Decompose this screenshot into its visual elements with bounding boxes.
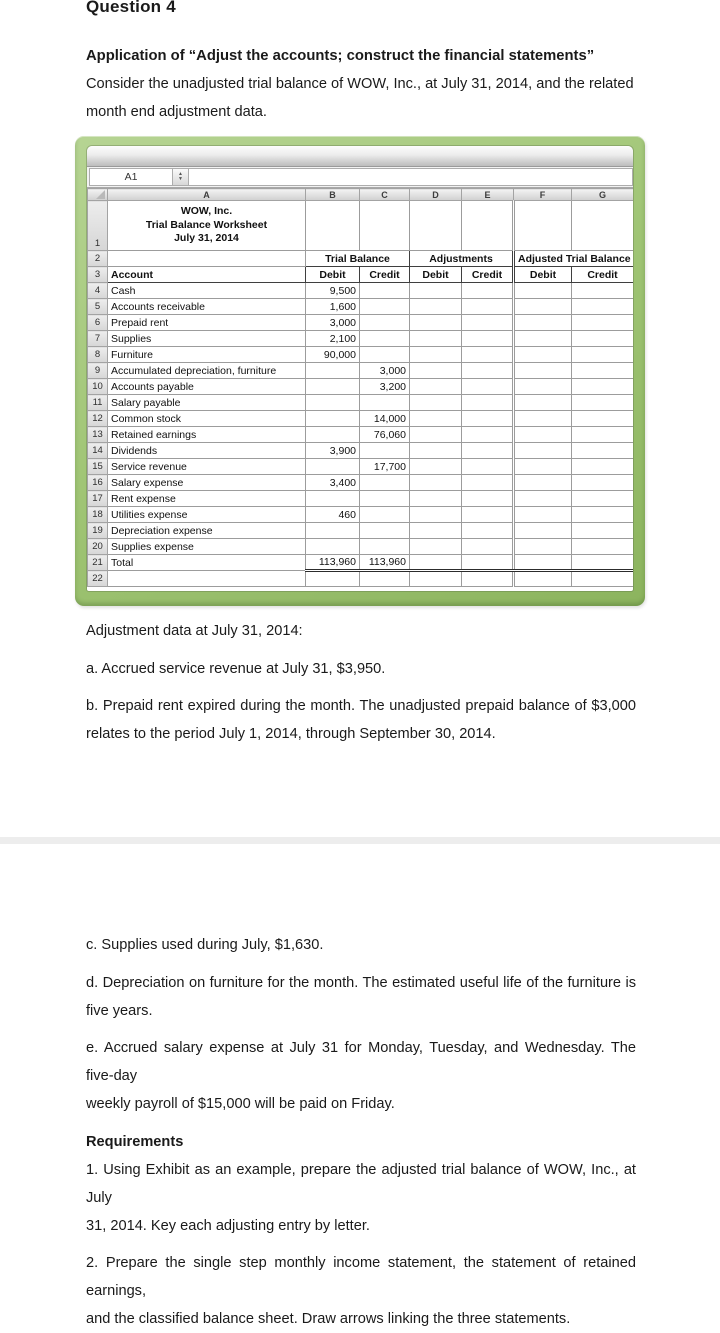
cell-account: Salary expense [108, 475, 306, 491]
cell-adjusted-trial-balance-credit [572, 555, 634, 571]
requirement-1 [86, 1156, 636, 1240]
cell-trial-balance-credit: 113,960 [360, 555, 410, 571]
row-number: 9 [88, 363, 108, 379]
grid-row [88, 411, 634, 427]
column-header: D [410, 189, 462, 201]
cell-adjusted-trial-balance-debit [514, 299, 572, 315]
worksheet-title-cell [108, 201, 306, 251]
cell-trial-balance-credit [360, 315, 410, 331]
cell-reference-stepper [173, 168, 189, 186]
cell-adjusted-trial-balance-debit [514, 475, 572, 491]
cell-adjusted-trial-balance-credit [572, 475, 634, 491]
grid-row [88, 443, 634, 459]
paragraph-line: e. Accrued salary expense at July 31 for Monday, Tuesday, and Wednesday. The five-day [86, 1040, 636, 1084]
cell-adjusted-trial-balance-debit [514, 491, 572, 507]
question-title: Question 4 [86, 0, 176, 16]
cell-account: Cash [108, 283, 306, 299]
cell-account: Service revenue [108, 459, 306, 475]
subheader-row [88, 267, 634, 283]
adjustment-item-d [86, 969, 636, 1025]
cell-adjustments-debit [410, 363, 462, 379]
cell-adjusted-trial-balance-credit [572, 411, 634, 427]
row-number: 10 [88, 379, 108, 395]
empty-cell [514, 201, 572, 251]
paragraph-line: a. Accrued service revenue at July 31, $3,950. [86, 661, 386, 677]
cell-adjusted-trial-balance-credit [572, 571, 634, 587]
section-header-adjustments: Adjustments [410, 251, 514, 267]
stepper-up-icon: ▲ [178, 171, 183, 177]
paragraph-line: 31, 2014. Key each adjusting entry by letter. [86, 1218, 370, 1234]
cell-trial-balance-credit [360, 395, 410, 411]
cell-trial-balance-debit [306, 395, 360, 411]
cell-trial-balance-credit [360, 299, 410, 315]
column-header: G [572, 189, 634, 201]
row-number: 22 [88, 571, 108, 587]
cell-adjusted-trial-balance-credit [572, 507, 634, 523]
grid-row [88, 299, 634, 315]
cell-adjustments-debit [410, 411, 462, 427]
cell-account: Utilities expense [108, 507, 306, 523]
cell-adjusted-trial-balance-credit [572, 315, 634, 331]
cell-trial-balance-credit [360, 491, 410, 507]
row-number: 12 [88, 411, 108, 427]
cell-adjusted-trial-balance-credit [572, 539, 634, 555]
paragraph-line: b. Prepaid rent expired during the month. The unadjusted prepaid balance of $3,000 [86, 698, 636, 714]
cell-adjusted-trial-balance-credit [572, 491, 634, 507]
row-number: 7 [88, 331, 108, 347]
spreadsheet-screenshot-frame [75, 136, 645, 606]
cell-adjustments-credit [462, 523, 514, 539]
cell-adjustments-credit [462, 411, 514, 427]
cell-trial-balance-credit [360, 331, 410, 347]
grid-row [88, 395, 634, 411]
cell-reference-box: A1 [89, 168, 173, 186]
paragraph-line: 2. Prepare the single step monthly income statement, the statement of retained earnings, [86, 1255, 636, 1299]
column-header: E [462, 189, 514, 201]
cell-adjusted-trial-balance-debit [514, 459, 572, 475]
paragraph-line: 1. Using Exhibit as an example, prepare the adjusted trial balance of WOW, Inc., at July [86, 1162, 636, 1206]
row-number: 8 [88, 347, 108, 363]
empty-cell [410, 201, 462, 251]
cell-adjusted-trial-balance-credit [572, 443, 634, 459]
adjustment-item-b [86, 692, 636, 748]
cell-trial-balance-credit: 3,000 [360, 363, 410, 379]
debit-header: Debit [514, 267, 572, 283]
cell-adjustments-credit [462, 507, 514, 523]
cell-trial-balance-debit: 90,000 [306, 347, 360, 363]
cell-adjusted-trial-balance-credit [572, 395, 634, 411]
grid-row [88, 475, 634, 491]
cell-account [108, 571, 306, 587]
cell-adjusted-trial-balance-debit [514, 395, 572, 411]
grid-row [88, 331, 634, 347]
row-number: 11 [88, 395, 108, 411]
cell-trial-balance-debit [306, 363, 360, 379]
empty-cell [108, 251, 306, 267]
spreadsheet-titlebar [87, 146, 633, 167]
cell-account: Supplies expense [108, 539, 306, 555]
paragraph-line: c. Supplies used during July, $1,630. [86, 937, 324, 953]
empty-cell [462, 201, 514, 251]
adjustment-item-e [86, 1034, 636, 1118]
requirement-2 [86, 1249, 636, 1333]
cell-adjusted-trial-balance-credit [572, 523, 634, 539]
grid-row [88, 507, 634, 523]
cell-trial-balance-credit [360, 443, 410, 459]
grid-row [88, 491, 634, 507]
worksheet-date: July 31, 2014 [174, 232, 239, 245]
cell-trial-balance-credit: 14,000 [360, 411, 410, 427]
cell-adjusted-trial-balance-credit [572, 331, 634, 347]
row-number: 20 [88, 539, 108, 555]
cell-trial-balance-credit [360, 571, 410, 587]
row-number: 4 [88, 283, 108, 299]
cell-adjustments-credit [462, 571, 514, 587]
cell-trial-balance-debit: 2,100 [306, 331, 360, 347]
cell-account: Prepaid rent [108, 315, 306, 331]
formula-bar [189, 168, 633, 186]
cell-adjustments-debit [410, 427, 462, 443]
cell-account: Common stock [108, 411, 306, 427]
cell-adjustments-debit [410, 299, 462, 315]
paragraph-line: relates to the period July 1, 2014, through September 30, 2014. [86, 726, 496, 742]
grid-row [88, 571, 634, 587]
cell-adjustments-credit [462, 443, 514, 459]
cell-trial-balance-credit [360, 283, 410, 299]
formula-row [87, 167, 633, 188]
cell-adjustments-credit [462, 299, 514, 315]
cell-adjustments-debit [410, 507, 462, 523]
cell-adjustments-debit [410, 315, 462, 331]
cell-trial-balance-credit [360, 539, 410, 555]
cell-adjustments-credit [462, 331, 514, 347]
row-number: 15 [88, 459, 108, 475]
spreadsheet-window [87, 146, 633, 591]
cell-adjusted-trial-balance-debit [514, 315, 572, 331]
grid-body [88, 283, 634, 587]
paragraph-line: five years. [86, 1003, 153, 1019]
paragraph-line: Consider the unadjusted trial balance of WOW, Inc., at July 31, 2014, and the related [86, 76, 634, 92]
cell-trial-balance-debit: 3,400 [306, 475, 360, 491]
cell-adjusted-trial-balance-debit [514, 539, 572, 555]
application-heading: Application of “Adjust the accounts; construct the financial statements” [86, 48, 595, 64]
grid-row [88, 363, 634, 379]
cell-trial-balance-credit: 17,700 [360, 459, 410, 475]
paragraph-line: and the classified balance sheet. Draw arrows linking the three statements. [86, 1311, 571, 1327]
paragraph-line: weekly payroll of $15,000 will be paid on Friday. [86, 1096, 395, 1112]
cell-adjustments-debit [410, 539, 462, 555]
cell-adjusted-trial-balance-debit [514, 379, 572, 395]
cell-adjustments-debit [410, 491, 462, 507]
cell-adjustments-debit [410, 395, 462, 411]
cell-trial-balance-debit: 113,960 [306, 555, 360, 571]
cell-account: Retained earnings [108, 427, 306, 443]
cell-trial-balance-credit [360, 475, 410, 491]
cell-account: Depreciation expense [108, 523, 306, 539]
cell-adjustments-credit [462, 379, 514, 395]
row-number: 6 [88, 315, 108, 331]
empty-cell [572, 201, 634, 251]
cell-adjusted-trial-balance-credit [572, 347, 634, 363]
grid-row [88, 315, 634, 331]
cell-trial-balance-credit: 3,200 [360, 379, 410, 395]
row-number: 1 [88, 201, 108, 251]
credit-header: Credit [462, 267, 514, 283]
cell-trial-balance-debit: 3,000 [306, 315, 360, 331]
section-header-trial-balance: Trial Balance [306, 251, 410, 267]
requirements-heading: Requirements [86, 1134, 184, 1150]
grid-row-total [88, 555, 634, 571]
grid-row [88, 427, 634, 443]
cell-adjustments-debit [410, 555, 462, 571]
cell-adjusted-trial-balance-debit [514, 555, 572, 571]
cell-adjustments-credit [462, 315, 514, 331]
cell-adjusted-trial-balance-credit [572, 299, 634, 315]
cell-adjustments-debit [410, 347, 462, 363]
grid-row [88, 523, 634, 539]
credit-header: Credit [572, 267, 634, 283]
cell-account: Accounts receivable [108, 299, 306, 315]
cell-adjusted-trial-balance-credit [572, 363, 634, 379]
cell-adjustments-debit [410, 443, 462, 459]
cell-adjustments-credit [462, 347, 514, 363]
grid-row [88, 379, 634, 395]
row-number: 14 [88, 443, 108, 459]
grid-row [88, 283, 634, 299]
cell-account: Furniture [108, 347, 306, 363]
cell-adjusted-trial-balance-debit [514, 411, 572, 427]
cell-trial-balance-credit [360, 347, 410, 363]
cell-adjustments-credit [462, 475, 514, 491]
cell-trial-balance-debit: 1,600 [306, 299, 360, 315]
cell-adjustments-debit [410, 331, 462, 347]
cell-account: Total [108, 555, 306, 571]
credit-header: Credit [360, 267, 410, 283]
cell-adjustments-debit [410, 459, 462, 475]
adjustment-item-c [86, 931, 636, 959]
column-header: A [108, 189, 306, 201]
cell-adjusted-trial-balance-debit [514, 331, 572, 347]
row-number: 3 [88, 267, 108, 283]
paragraph-line: d. Depreciation on furniture for the month. The estimated useful life of the furniture is [86, 975, 636, 991]
cell-adjusted-trial-balance-credit [572, 379, 634, 395]
cell-adjusted-trial-balance-credit [572, 283, 634, 299]
cell-adjusted-trial-balance-credit [572, 427, 634, 443]
cell-account: Supplies [108, 331, 306, 347]
intro-paragraph [86, 70, 636, 126]
cell-adjusted-trial-balance-credit [572, 459, 634, 475]
section-header-adjusted-trial-balance: Adjusted Trial Balance [514, 251, 634, 267]
cell-trial-balance-debit [306, 539, 360, 555]
cell-trial-balance-debit: 9,500 [306, 283, 360, 299]
grid-row [88, 347, 634, 363]
cell-adjusted-trial-balance-debit [514, 571, 572, 587]
cell-trial-balance-credit: 76,060 [360, 427, 410, 443]
stepper-down-icon: ▼ [178, 176, 183, 182]
cell-account: Rent expense [108, 491, 306, 507]
cell-trial-balance-debit [306, 411, 360, 427]
adjustment-item-a [86, 655, 636, 683]
cell-adjustments-credit [462, 427, 514, 443]
cell-adjustments-debit [410, 571, 462, 587]
column-header: F [514, 189, 572, 201]
adjustment-data-heading: Adjustment data at July 31, 2014: [86, 623, 303, 639]
row-number: 2 [88, 251, 108, 267]
cell-adjustments-credit [462, 395, 514, 411]
select-all-corner [88, 189, 108, 201]
section-header-row [88, 251, 634, 267]
row-number: 21 [88, 555, 108, 571]
cell-adjustments-debit [410, 283, 462, 299]
cell-adjustments-credit [462, 555, 514, 571]
cell-adjusted-trial-balance-debit [514, 507, 572, 523]
cell-adjustments-debit [410, 523, 462, 539]
cell-adjustments-debit [410, 475, 462, 491]
row-number: 16 [88, 475, 108, 491]
cell-trial-balance-debit [306, 523, 360, 539]
cell-adjustments-credit [462, 539, 514, 555]
cell-account: Salary payable [108, 395, 306, 411]
cell-trial-balance-debit [306, 571, 360, 587]
grid-row [88, 539, 634, 555]
cell-adjustments-credit [462, 459, 514, 475]
column-header: B [306, 189, 360, 201]
paragraph-line: month end adjustment data. [86, 104, 267, 120]
cell-adjusted-trial-balance-debit [514, 427, 572, 443]
page-separator-band [0, 837, 720, 844]
column-header: C [360, 189, 410, 201]
column-header-row [88, 189, 634, 201]
cell-adjustments-credit [462, 283, 514, 299]
row-number: 5 [88, 299, 108, 315]
debit-header: Debit [306, 267, 360, 283]
cell-trial-balance-credit [360, 523, 410, 539]
trial-balance-grid [87, 188, 633, 587]
cell-adjusted-trial-balance-debit [514, 443, 572, 459]
grid-row [88, 459, 634, 475]
cell-account: Accounts payable [108, 379, 306, 395]
cell-trial-balance-debit [306, 491, 360, 507]
row-number: 17 [88, 491, 108, 507]
cell-account: Dividends [108, 443, 306, 459]
cell-trial-balance-debit [306, 427, 360, 443]
worksheet-name: Trial Balance Worksheet [145, 218, 268, 231]
cell-trial-balance-debit: 3,900 [306, 443, 360, 459]
worksheet-title-row [88, 201, 634, 251]
cell-trial-balance-debit: 460 [306, 507, 360, 523]
debit-header: Debit [410, 267, 462, 283]
row-number: 13 [88, 427, 108, 443]
company-name: WOW, Inc. [180, 205, 233, 218]
cell-trial-balance-debit [306, 379, 360, 395]
row-number: 18 [88, 507, 108, 523]
row-number: 19 [88, 523, 108, 539]
cell-adjusted-trial-balance-debit [514, 363, 572, 379]
empty-cell [306, 201, 360, 251]
cell-adjustments-debit [410, 379, 462, 395]
cell-adjusted-trial-balance-debit [514, 347, 572, 363]
cell-account: Accumulated depreciation, furniture [108, 363, 306, 379]
cell-adjusted-trial-balance-debit [514, 523, 572, 539]
cell-adjustments-credit [462, 491, 514, 507]
account-header: Account [108, 267, 306, 283]
empty-cell [360, 201, 410, 251]
cell-trial-balance-debit [306, 459, 360, 475]
cell-adjustments-credit [462, 363, 514, 379]
cell-adjusted-trial-balance-debit [514, 283, 572, 299]
cell-trial-balance-credit [360, 507, 410, 523]
